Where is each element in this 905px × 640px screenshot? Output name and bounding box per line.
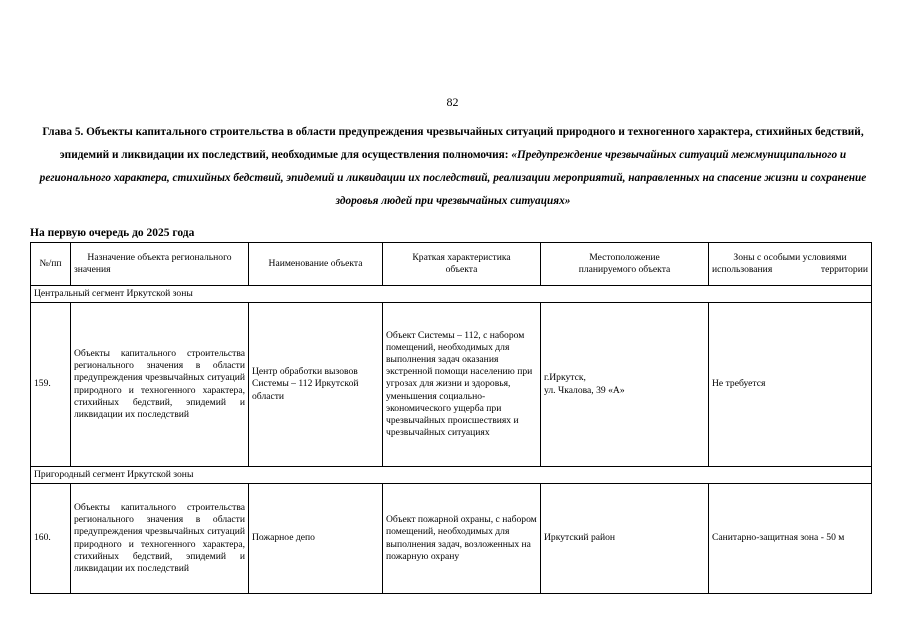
row-zones: Не требуется [709, 303, 872, 467]
header-description: Краткая характеристика объекта [383, 243, 541, 286]
table-header-row [31, 243, 872, 286]
header-purpose: Назначение объекта регионального значения [71, 243, 249, 286]
segment-row [31, 467, 872, 484]
row-purpose-text: Объекты капитального строительства регионального значения в области предупреждения чрезвычайных ситуаций природного и техногенного характера, стихийных бедствий, эпидемий [74, 501, 245, 562]
header-name: Наименование объекта [249, 243, 383, 286]
row-location [541, 303, 709, 467]
row-purpose-last: и ликвидации их последствий [74, 396, 245, 420]
header-zones: Зоны с особыми условиями использования территории [709, 243, 872, 286]
row-purpose [71, 484, 249, 594]
queue-heading: На первую очередь до 2025 года [30, 227, 195, 239]
header-location: Местоположение планируемого объекта [541, 243, 709, 286]
row-name: Центр обработки вызовов Системы – 112 Иркутской области [249, 303, 383, 467]
row-description: Объект Системы – 112, с набором помещений, необходимых для выполнения задач оказания экстренной помощи населению при угрозах для жизни и здоровья, уменьшения социально-экономического ущерба при чрезвычайных происшествиях и чрезвычайных ситуациях [383, 303, 541, 467]
row-location-line1: г.Иркутск, [544, 372, 586, 384]
row-num: 160. [31, 484, 71, 594]
header-num: №/пп [31, 243, 71, 286]
row-purpose-last: и ликвидации их последствий [74, 550, 245, 574]
segment-title-central: Центральный сегмент Иркутской зоны [31, 286, 872, 303]
page-number: 82 [446, 95, 459, 109]
objects-table [30, 242, 872, 594]
chapter-title-italic: «Предупреждение чрезвычайных ситуаций межмуниципального и регионального характера, стихийных бедствий, эпидемий и ликвидации их последствий, реализации мероприятий, направленных на спасение жизни и сохранение здоровья людей при чрезвычайных ситуациях» [39, 149, 867, 207]
row-num: 159. [31, 303, 71, 467]
row-purpose-text: Объекты капитального строительства регионального значения в области предупреждения чрезвычайных ситуаций природного и техногенного характера, стихийных бедствий, эпидемий [74, 347, 245, 408]
row-zones: Санитарно-защитная зона - 50 м [709, 484, 872, 594]
row-name: Пожарное депо [249, 484, 383, 594]
row-description: Объект пожарной охраны, с набором помещений, необходимых для выполнения задач, возложенных на пожарную охрану [383, 484, 541, 594]
row-location-line2: ул. Чкалова, 39 «А» [544, 384, 625, 396]
chapter-title-bold: Глава 5. Объекты капитального строительства в области предупреждения чрезвычайных ситуаций природного и техногенного характера, стихийных бедствий, эпидемий и ликвидации их последствий, необходимые для осуществления полномочия: [42, 126, 864, 161]
table-row [31, 303, 872, 467]
segment-title-suburban: Пригородный сегмент Иркутской зоны [31, 467, 872, 484]
row-purpose [71, 303, 249, 467]
segment-row [31, 286, 872, 303]
row-location [541, 484, 709, 594]
chapter-title [28, 121, 878, 213]
row-location-line1: Иркутский район [544, 532, 616, 544]
table-row [31, 484, 872, 594]
